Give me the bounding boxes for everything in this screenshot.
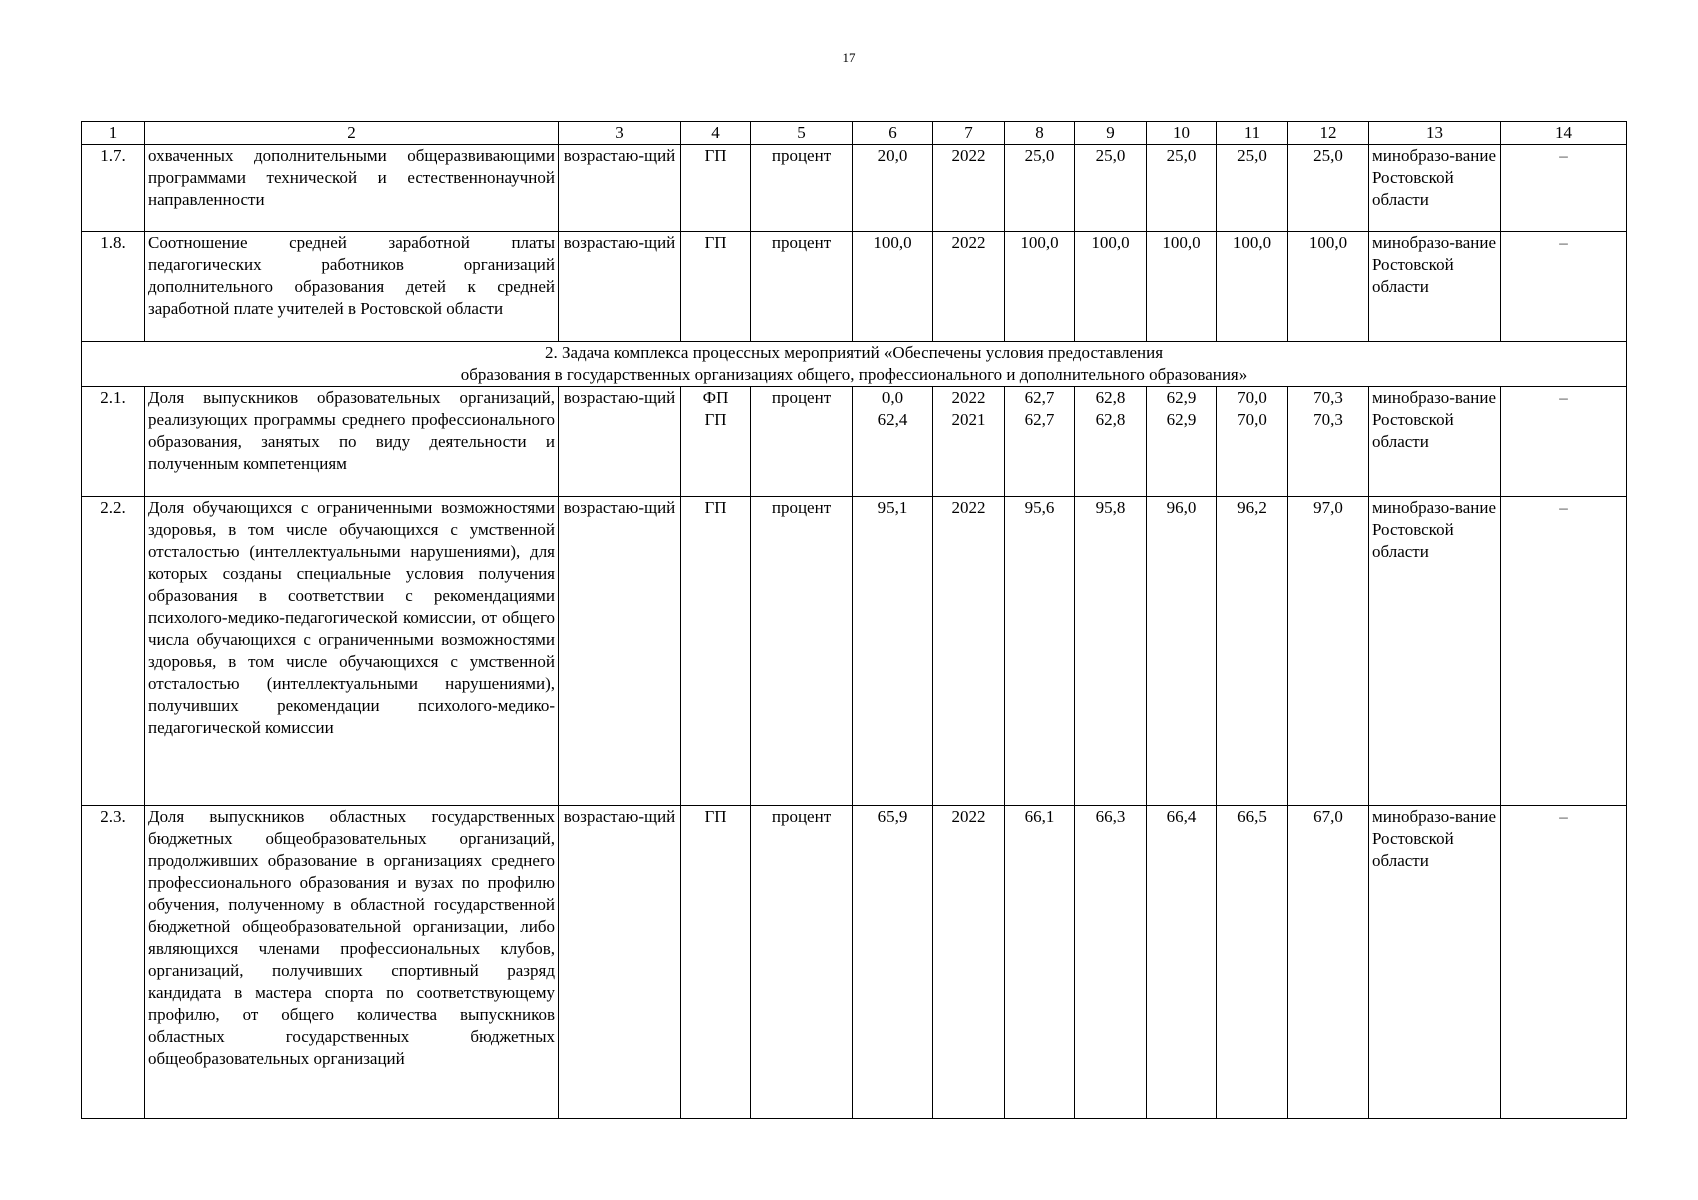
base-value-cell-line: 0,0: [881, 388, 904, 407]
program-type-cell: [681, 387, 751, 497]
trend-cell: возрастаю-щий: [559, 806, 681, 1119]
value-cell-v12-line: 70,3: [1313, 388, 1343, 407]
indicators-table: [81, 121, 1627, 1119]
section-header-row: [82, 342, 1627, 387]
value-cell-v11: [1217, 232, 1288, 342]
dash-cell: –: [1501, 145, 1627, 232]
value-cell-v12: [1288, 497, 1369, 806]
column-header-9: 9: [1075, 122, 1147, 145]
column-header-10: 10: [1147, 122, 1217, 145]
base-year-cell: [933, 387, 1005, 497]
page-number: 17: [842, 50, 856, 65]
base-year-cell-line: 2022: [951, 146, 986, 165]
value-cell-v12-line: 25,0: [1313, 146, 1343, 165]
value-cell-v10-line: 62,9: [1166, 410, 1197, 429]
value-cell-v10-line: 96,0: [1166, 498, 1197, 517]
program-type-cell-line: ГП: [704, 233, 727, 252]
base-value-cell-line: 62,4: [877, 410, 908, 429]
value-cell-v8-line: 95,6: [1024, 498, 1055, 517]
section-title: [82, 342, 1627, 387]
value-cell-v11: [1217, 806, 1288, 1119]
value-cell-v12-line: 67,0: [1313, 807, 1343, 826]
value-cell-v10-line: 62,9: [1166, 388, 1197, 407]
program-type-cell-line: ГП: [704, 146, 727, 165]
value-cell-v9-line: 62,8: [1095, 388, 1126, 407]
value-cell-v11: [1217, 497, 1288, 806]
program-type-cell-line: ГП: [704, 410, 727, 429]
value-cell-v12: [1288, 232, 1369, 342]
value-cell-v9-line: 95,8: [1095, 498, 1126, 517]
section-title-line1: 2. Задача комплекса процессных мероприятий «Обеспечены условия предоставления: [544, 343, 1164, 362]
value-cell-v9: [1075, 387, 1147, 497]
value-cell-v8-line: 100,0: [1020, 233, 1059, 252]
executor-cell: минобразо-вание Ростовской области: [1369, 232, 1501, 342]
base-year-cell-line: 2022: [951, 233, 986, 252]
program-type-cell-line: ГП: [704, 807, 727, 826]
value-cell-v8-line: 25,0: [1024, 146, 1055, 165]
column-header-4: 4: [681, 122, 751, 145]
base-value-cell-line: 100,0: [873, 233, 912, 252]
trend-cell: возрастаю-щий: [559, 145, 681, 232]
value-cell-v11-line: 100,0: [1232, 233, 1272, 252]
unit-cell: процент: [751, 497, 853, 806]
value-cell-v10-line: 25,0: [1166, 146, 1197, 165]
value-cell-v12: [1288, 806, 1369, 1119]
column-header-8: 8: [1005, 122, 1075, 145]
trend-cell: возрастаю-щий: [559, 232, 681, 342]
value-cell-v11-line: 70,0: [1237, 410, 1267, 429]
indicator-name: охваченных дополнительными общеразвивающими программами технической и естественнонаучной направленности: [145, 145, 559, 232]
base-value-cell: [853, 145, 933, 232]
trend-cell: возрастаю-щий: [559, 497, 681, 806]
base-year-cell: [933, 145, 1005, 232]
executor-cell: минобразо-вание Ростовской области: [1369, 497, 1501, 806]
column-header-11: 11: [1217, 122, 1288, 145]
indicator-name: Соотношение средней заработной платы педагогических работников организаций дополнительного образования детей к средней заработной плате учителей в Ростовской области: [145, 232, 559, 342]
column-header-6: 6: [853, 122, 933, 145]
base-value-cell-line: 95,1: [877, 498, 908, 517]
value-cell-v9-line: 66,3: [1095, 807, 1126, 826]
column-header-1: 1: [82, 122, 145, 145]
value-cell-v9-line: 62,8: [1095, 410, 1126, 429]
base-value-cell-line: 65,9: [877, 807, 908, 826]
value-cell-v8: [1005, 232, 1075, 342]
row-number: 2.2.: [82, 497, 145, 806]
value-cell-v12-line: 70,3: [1313, 410, 1343, 429]
value-cell-v10-line: 66,4: [1166, 807, 1197, 826]
value-cell-v8: [1005, 497, 1075, 806]
value-cell-v8: [1005, 387, 1075, 497]
program-type-cell: [681, 806, 751, 1119]
executor-cell: минобразо-вание Ростовской области: [1369, 806, 1501, 1119]
base-year-cell: [933, 232, 1005, 342]
executor-cell: минобразо-вание Ростовской области: [1369, 387, 1501, 497]
value-cell-v12-line: 97,0: [1313, 498, 1343, 517]
row-number: 1.8.: [82, 232, 145, 342]
base-year-cell: [933, 806, 1005, 1119]
value-cell-v12: [1288, 387, 1369, 497]
value-cell-v11: [1217, 387, 1288, 497]
value-cell-v9: [1075, 806, 1147, 1119]
value-cell-v10-line: 100,0: [1162, 233, 1201, 252]
indicator-name: Доля обучающихся с ограниченными возможностями здоровья, в том числе обучающихся с умственной отсталостью (интеллектуальными нарушениями), для которых созданы специальные условия получения образования в соответствии с рекомендациями психолого-медико-педагогической комиссии, от общего числа обучающихся с ограниченными возможностями здоровья, в том числе обучающихся с умственной отсталостью (интеллектуальными нарушениями), получивших рекомендации психолого-медико-педагогической комиссии: [145, 497, 559, 806]
dash-cell: –: [1501, 497, 1627, 806]
table-header-row: [82, 122, 1627, 145]
base-value-cell: [853, 387, 933, 497]
unit-cell: процент: [751, 232, 853, 342]
value-cell-v10: [1147, 806, 1217, 1119]
indicator-name: Доля выпускников образовательных организаций, реализующих программы среднего профессионального образования, занятых по виду деятельности и полученным компетенциям: [145, 387, 559, 497]
dash-cell: –: [1501, 806, 1627, 1119]
table-row: [82, 232, 1627, 342]
column-header-13: 13: [1369, 122, 1501, 145]
column-header-7: 7: [933, 122, 1005, 145]
indicator-name: Доля выпускников областных государственных бюджетных общеобразовательных организаций, продолживших образование в организациях среднего профессионального образования и вузах по профилю обучения, полученному в областной государственной бюджетной общеобразовательной организации, либо являющихся членами профессиональных клубов, организаций, получивших спортивный разряд кандидата в мастера спорта по соответствующему профилю, от общего количества выпускников областных государственных бюджетных общеобразовательных организаций: [145, 806, 559, 1119]
dash-cell: –: [1501, 232, 1627, 342]
column-header-12: 12: [1288, 122, 1369, 145]
base-value-cell: [853, 232, 933, 342]
column-header-5: 5: [751, 122, 853, 145]
value-cell-v9: [1075, 145, 1147, 232]
row-number: 2.3.: [82, 806, 145, 1119]
value-cell-v8-line: 62,7: [1024, 388, 1055, 407]
value-cell-v10: [1147, 232, 1217, 342]
value-cell-v10: [1147, 145, 1217, 232]
trend-cell: возрастаю-щий: [559, 387, 681, 497]
value-cell-v10: [1147, 497, 1217, 806]
base-value-cell-line: 20,0: [877, 146, 908, 165]
unit-cell: процент: [751, 806, 853, 1119]
base-year-cell-line: 2022: [951, 388, 986, 407]
column-header-14: 14: [1501, 122, 1627, 145]
value-cell-v9-line: 25,0: [1095, 146, 1126, 165]
base-year-cell-line: 2021: [951, 410, 986, 429]
value-cell-v9: [1075, 497, 1147, 806]
value-cell-v8-line: 62,7: [1024, 410, 1055, 429]
program-type-cell: [681, 497, 751, 806]
value-cell-v10: [1147, 387, 1217, 497]
value-cell-v11: [1217, 145, 1288, 232]
table-row: [82, 806, 1627, 1119]
unit-cell: процент: [751, 387, 853, 497]
value-cell-v11-line: 70,0: [1237, 388, 1267, 407]
value-cell-v11-line: 25,0: [1237, 146, 1267, 165]
executor-cell: минобразо-вание Ростовской области: [1369, 145, 1501, 232]
row-number: 1.7.: [82, 145, 145, 232]
value-cell-v11-line: 66,5: [1237, 807, 1267, 826]
value-cell-v12-line: 100,0: [1308, 233, 1348, 252]
value-cell-v9: [1075, 232, 1147, 342]
unit-cell: процент: [751, 145, 853, 232]
value-cell-v12: [1288, 145, 1369, 232]
program-type-cell: [681, 232, 751, 342]
row-number: 2.1.: [82, 387, 145, 497]
value-cell-v8: [1005, 145, 1075, 232]
base-value-cell: [853, 806, 933, 1119]
value-cell-v8-line: 66,1: [1024, 807, 1055, 826]
base-value-cell: [853, 497, 933, 806]
program-type-cell-line: ГП: [704, 498, 727, 517]
value-cell-v9-line: 100,0: [1091, 233, 1130, 252]
value-cell-v11-line: 96,2: [1237, 498, 1267, 517]
table-row: [82, 387, 1627, 497]
base-year-cell-line: 2022: [951, 498, 986, 517]
base-year-cell-line: 2022: [951, 807, 986, 826]
dash-cell: –: [1501, 387, 1627, 497]
table-row: [82, 145, 1627, 232]
program-type-cell: [681, 145, 751, 232]
column-header-3: 3: [559, 122, 681, 145]
section-title-line2: образования в государственных организациях общего, профессионального и дополнительного образования»: [460, 365, 1248, 384]
program-type-cell-line: ФП: [702, 388, 729, 407]
base-year-cell: [933, 497, 1005, 806]
value-cell-v8: [1005, 806, 1075, 1119]
table-row: [82, 497, 1627, 806]
column-header-2: 2: [145, 122, 559, 145]
